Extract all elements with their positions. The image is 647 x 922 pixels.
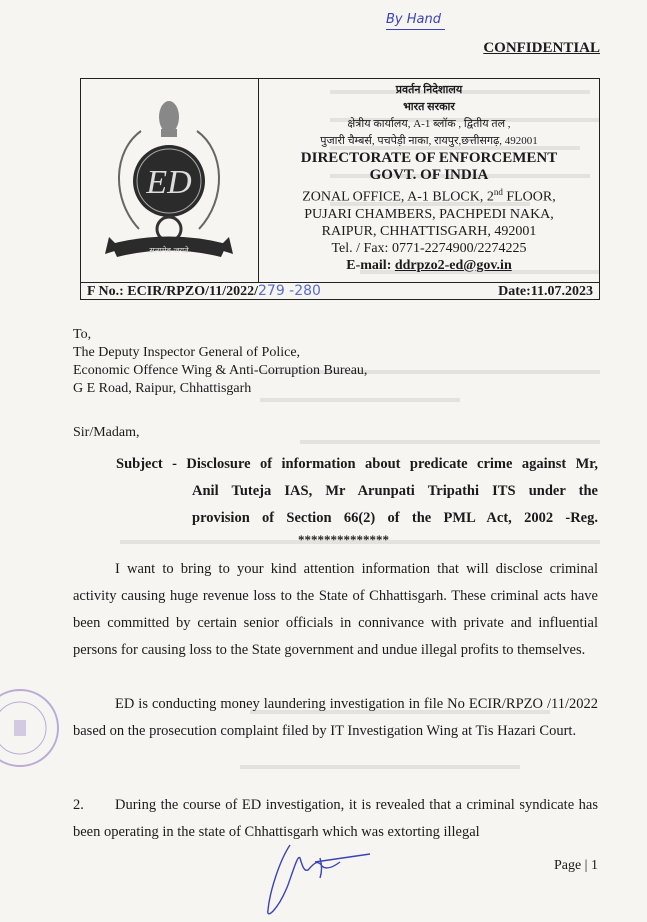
govt-name: GOVT. OF INDIA (369, 167, 489, 183)
hindi-govt: भारत सरकार (403, 101, 455, 113)
svg-text:सत्यमेव जयते: सत्यमेव जयते (149, 246, 189, 255)
paragraph-ecir: ED is conducting money laundering investigation in file No ECIR/RPZO /11/2022 based on the prosecution complaint filed by IT Investigation Wing at Tis Hazari Court. (73, 696, 598, 739)
separator: ************** (298, 532, 389, 547)
paragraph-text: During the course of ED investigation, it is revealed that a criminal syndicate has been operating in the state of Chhattisgarh which was extorting illegal (73, 797, 598, 840)
confidential-label: CONFIDENTIAL (483, 40, 600, 56)
ed-logo-icon (81, 79, 258, 282)
subject-line: Subject - Disclosure of information about predicate crime against Mr, (116, 456, 598, 472)
to-label: To, (73, 327, 92, 342)
subject-line: provision of Section 66(2) of the PML Act, 2002 -Reg. (192, 510, 598, 526)
recipient-line: Economic Offence Wing & Anti-Corruption Bureau, (73, 363, 368, 378)
address-line-1: ZONAL OFFICE, A-1 BLOCK, 2nd FLOOR, (302, 187, 556, 205)
org-name: DIRECTORATE OF ENFORCEMENT (300, 150, 558, 166)
by-hand-annotation: By Hand (386, 12, 445, 30)
recipient-line: G E Road, Raipur, Chhattisgarh (73, 381, 252, 396)
file-number-handwritten: 279 -280 (258, 283, 321, 299)
paragraph-2 (73, 792, 598, 846)
page-number: Page | 1 (553, 858, 598, 873)
file-number-row (81, 282, 599, 299)
greeting: Sir/Madam, (73, 425, 140, 440)
signature (260, 840, 380, 922)
address-line-3: RAIPUR, CHHATTISGARH, 492001 (321, 223, 537, 239)
letterhead (80, 78, 600, 300)
tel-fax: Tel. / Fax: 0771-2274900/2274225 (331, 240, 527, 256)
recipient-block (73, 326, 367, 398)
hindi-org-name: प्रवर्तन निदेशालय (395, 84, 463, 96)
ed-emblem (81, 79, 259, 282)
address-line-2: PUJARI CHAMBERS, PACHPEDI NAKA, (304, 206, 554, 222)
svg-text:ED: ED (146, 164, 192, 201)
hindi-address-1: क्षेत्रीय कार्यालय, A-1 ब्लॉक , द्वितीय तल , (347, 118, 511, 130)
hindi-address-2: पुजारी चैम्बर्स, पचपेड़ी नाका, रायपुर,छत्तीसगढ़, 492001 (320, 135, 538, 147)
email-line: E-mail: ddrpzo2-ed@gov.in (346, 257, 512, 273)
subject-line: Anil Tuteja IAS, Mr Arunpati Tripathi ITS under the (192, 483, 598, 499)
email-link[interactable]: ddrpzo2-ed@gov.in (394, 257, 512, 273)
subject (116, 451, 598, 532)
recipient-line: The Deputy Inspector General of Police, (73, 345, 301, 360)
paragraph-number: 2. (73, 797, 84, 813)
office-stamp-icon (0, 686, 62, 770)
file-number: F No.: ECIR/RPZO/11/2022/ (87, 284, 258, 299)
paragraph-intro: I want to bring to your kind attention information that will disclose criminal activity causing huge revenue loss to the State of Chhattisgarh. These criminal acts have been committed by certain senior officials in connivance with private and influential persons for causing loss to the State government and undue illegal profits to themselves. (73, 561, 598, 658)
letter-date: Date:11.07.2023 (498, 284, 593, 299)
office-address (259, 79, 599, 285)
